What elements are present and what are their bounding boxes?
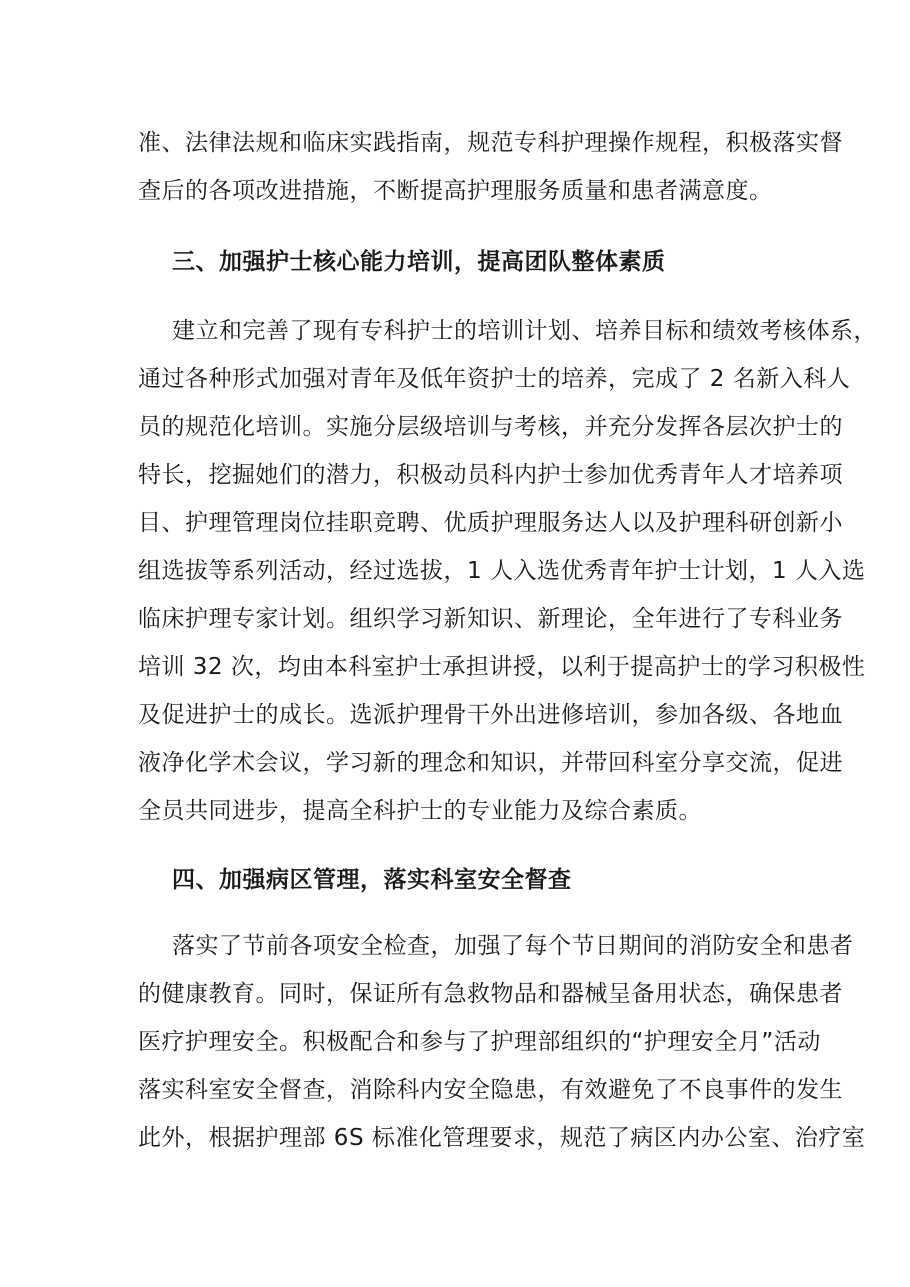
paragraph-line: 的健康教育。同时，保证所有急救物品和器械呈备用状态，确保患者 (138, 981, 843, 1007)
paragraph-line: 液净化学术会议，学习新的理念和知识，并带回科室分享交流，促进 (138, 750, 843, 776)
paragraph-line: 落实了节前各项安全检查，加强了每个节日期间的消防安全和患者 (172, 933, 854, 959)
paragraph-line: 特长，挖掘她们的潜力，积极动员科内护士参加优秀青年人才培养项 (138, 462, 843, 488)
paragraph-line: 医疗护理安全。积极配合和参与了护理部组织的“护理安全月”活动 (138, 1029, 821, 1055)
paragraph-line: 目、护理管理岗位挂职竞聘、优质护理服务达人以及护理科研创新小 (138, 510, 843, 536)
paragraph-line: 落实科室安全督查，消除科内安全隐患，有效避免了不良事件的发生 (138, 1077, 843, 1103)
paragraph-line: 临床护理专家计划。组织学习新知识、新理论，全年进行了专科业务 (138, 606, 843, 632)
paragraph-line: 此外，根据护理部 6S 标准化管理要求，规范了病区内办公室、治疗室 (138, 1125, 866, 1151)
paragraph-line: 全员共同进步，提高全科护士的专业能力及综合素质。 (138, 798, 702, 824)
paragraph-line: 准、法律法规和临床实践指南，规范专科护理操作规程，积极落实督 (138, 130, 843, 156)
paragraph-line: 查后的各项改进措施，不断提高护理服务质量和患者满意度。 (138, 178, 773, 204)
paragraph-line: 培训 32 次，均由本科室护士承担讲授，以利于提高护士的学习积极性 (138, 654, 866, 680)
section-heading-4: 四、加强病区管理，落实科室安全督查 (172, 867, 572, 893)
section-heading-3: 三、加强护士核心能力培训，提高团队整体素质 (172, 249, 666, 275)
paragraph-line: 建立和完善了现有专科护士的培训计划、培养目标和绩效考核体系， (172, 318, 877, 344)
paragraph-line: 员的规范化培训。实施分层级培训与考核，并充分发挥各层次护士的 (138, 414, 843, 440)
paragraph-line: 及促进护士的成长。选派护理骨干外出进修培训，参加各级、各地血 (138, 702, 843, 728)
paragraph-line: 组选拔等系列活动，经过选拔，1 人入选优秀青年护士计划，1 人入选 (138, 558, 866, 584)
paragraph-line: 通过各种形式加强对青年及低年资护士的培养，完成了 2 名新入科人 (138, 366, 851, 392)
